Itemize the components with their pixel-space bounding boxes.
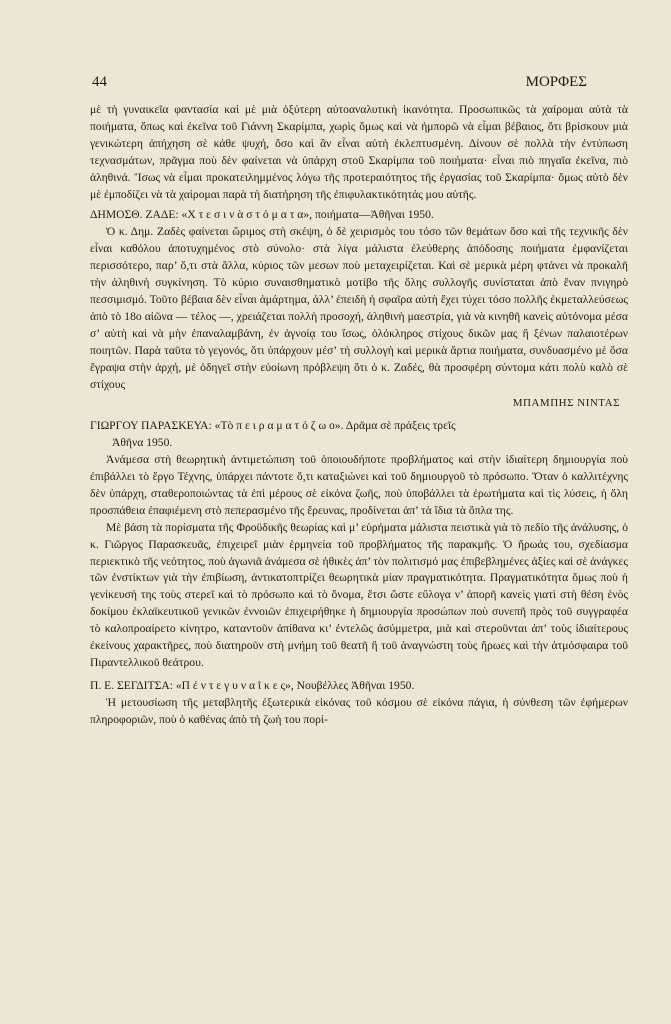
review-author: ΓΙΩΡΓΟΥ ΠΑΡΑΣΚΕΥΑ [90,419,209,433]
review-heading: Π. Ε. ΣΕΓΔΙΤΣΑ: «Π έ ν τ ε γ υ ν α ῖ κ ε ς», Νουβέλλες Ἀθῆναι 1950. [90,678,415,692]
review-place-year: Ἀθῆνα 1950. [112,436,173,450]
review-text: Ἡ μετουσίωση τῆς μεταβλητῆς ἐξωτερικὰ εἰκόνας τοῦ κόσμου σὲ εἰκόνα πάγια, ἡ σύνθεση τῶν ἐφήμερων πληροφοριῶν, ποὺ ὁ καθένας ἀπὸ τὴ ζωὴ του πορί- [90,695,628,726]
intro-paragraph: μὲ τὴ γυναικεῖα φαντασία καὶ μὲ μιὰ ὀξύτερη αὐτοαναλυτικὴ ἱκανότητα. Προσωπικῶς τὰ χαίρομαι αὐτὰ τὰ ποιήματα, ὅπως καὶ ἐκεῖνα τοῦ Γιάννη Σκαρίμπα, χωρὶς ὅμως καὶ νὰ ἠμπορῶ νὰ εἶμαι βέβαιος, ὅτι βρίσκουν μιὰ γενικώτερη ἀπήχηση σὲ κάθε ψυχή, ὅσο καὶ ἂν εἶναι αὐτὴ ἐκλεπτυσμένη. Δίνουν σὲ πολλὰ τὴν ἐντύπωση τεχνασμάτων, πρᾶγμα ποὺ δὲν φαίνεται νὰ ὑπάρχη στοῦ Σκαρίμπα τοῦ ποιήματα· εἶναι πιὸ πηγαῖα ἐκεῖνα, πιὸ ἀληθινά. Ἴσως νὰ εἶμαι προκατειλημμένος λόγω τῆς προτεραιότητος τῆς ἐργασίας τοῦ Σκαρίμπα· ὅμως αὐτὸ δὲν μὲ ἐμποδίζει νὰ τὰ χαίρομαι παρὰ τὴ διατήρηση τῆς ἐπιφυλακτικότητάς μου αὐτῆς. [90,103,628,201]
journal-title: ΜΟΡΦΕΣ [525,74,587,90]
review-details: . Δρᾶμα σὲ πράξεις τρεῖς [340,419,456,433]
review-text: Ἀνάμεσα στὴ θεωρητικὴ ἀντιμετώπιση τοῦ ὁποιουδήποτε προβλήματος καὶ στὴν ἰδιαίτερη δημιουργία ποὺ ἐπιβάλλει τὸ ἔργο Τέχνης, ὑπάρχει πάντοτε ὅ,τι καταξιώνει καὶ τοῦ δημιουργοῦ τὸ πρόσωπο. Ὅταν ὁ καλλιτέχνης δὲν ὑπάρχη, σταθεροποιώντας τὰ ἐπὶ μέρους σὲ εἰκόνα ζωῆς, ποὺ ὑποβάλλει τὰ ἐρωτήματα καὶ τὶς λύσεις, ἡ ὅλη προσπάθεια ἐπαφιέμενη στὸ πεπερασμένο τῆς ἔρευνας, προδίνεται ἀπ’ τὰ ἴδια τὰ ὅπλα της. [90,453,628,517]
review-heading: ΓΙΩΡΓΟΥ ΠΑΡΑΣΚΕΥΑ: «Τὸ π ε ι ρ α μ α τ ό ζ ω ο». Δρᾶμα σὲ πράξεις τρεῖς [90,419,456,433]
review-heading: ΔΗΜΟΣΘ. ΖΑΔΕ: «Χ τ ε σ ι ν ὰ σ τ ό μ α τ α», ποιήματα—Ἀθῆναι 1950. [90,208,434,222]
review-author: ΔΗΜΟΣΘ. ΖΑΔΕ [90,208,176,222]
page-number: 44 [92,74,107,90]
review-details: , ποιήματα—Ἀθῆναι 1950. [309,208,434,222]
review-title: «Τὸ π ε ι ρ α μ α τ ό ζ ω ο» [214,419,341,433]
review-details: , Νουβέλλες Ἀθῆναι 1950. [290,678,415,692]
review-signature: ΜΠΑΜΠΗΣ ΝΙΝΤΑΣ [512,397,620,410]
review-author: Π. Ε. ΣΕΓΔΙΤΣΑ [90,678,170,692]
review-title: «Π έ ν τ ε γ υ ν α ῖ κ ε ς» [175,678,291,692]
article-body [90,102,628,729]
review-text: Ὁ κ. Δημ. Ζαδὲς φαίνεται ὥριμος στὴ σκέψη, ὁ δὲ χειρισμὸς του τόσο τῶν θεμάτων ὅσο καὶ τῆς τεχνικῆς δὲν εἶναι καθόλου ἀποτυχημένος στὸ σύνολο· στὰ λίγα μάλιστα ἐλεύθερης ἀπόδοσης ποιήματα ἐμφανίζεται περισσότερο, παρ’ ὅ,τι στὰ ἄλλα, κύριος τῶν μεσων ποὺ μεταχειρίζεται. Καὶ σὲ μερικὰ μέρη φτάνει νὰ προκαλῆ τὴν ἀληθινὴ συγκίνηση. Τὸ κύριο συναισθηματικὸ μοτίβο τῆς ὅλης συλλογῆς συνίσταται ἀπὸ ἕναν πνιγηρὸ πεσσιμισμό. Τοῦτο βέβαια δὲν εἶναι ἁμάρτημα, ἀλλ’ ἐπειδὴ ἡ σφαῖρα αὐτὴ ἔχει τύχει τόσο πολλῆς ἐκμεταλλεύσεως ἀπὸ τὸ 18ο αἰῶνα — τέλος —, χρειάζεται πολλὴ προσοχή, ἀληθινὴ μαεστρία, γιὰ νὰ κινηθῆ κανεὶς αὐτόνομα μέσα σ’ αὐτὴ καὶ νὰ μὴν ἐπαναλαμβάνη, ἐν ἀγνοίᾳ του ἴσως, ὁλόκληρος στίχους δικῶν μας ἢ ξένων παλαιοτέρων ποιητῶν. Παρὰ ταῦτα τὸ γεγονός, ὅτι ὑπάρχουν μέσ’ τὴ συλλογὴ καὶ μερικὰ ἄρτια ποιήματα, συνδυασμένο μὲ ὅσα ἔγραψα στὴν ἀρχή, μὲ ὁδηγεῖ στὴν εὐοίωνη πρόβλεψη ὅτι ὁ κ. Ζαδές, θὰ προσφέρη σύντομα κάτι πολὺ καλὸ σὲ στίχους [90,225,628,391]
page-header [92,74,587,91]
review-text: Μὲ βάση τὰ πορίσματα τῆς Φροϋδικῆς θεωρίας καὶ μ’ εὑρήματα μάλιστα πειστικὰ γιὰ τὸ πεδίο τῆς ἀνάλυσης, ὁ κ. Γιῶργος Παρασκευᾶς, ἐπιχειρεῖ μιὰν ἑρμηνεία τοῦ προβλήματος τῆς παρακμῆς. Ὁ ἥρωάς του, σχεδίασμα περιεκτικὸ τῆς νεότητος, ποὺ ἀγωνιᾶ ἀνάμεσα σὲ ἠθικὲς ἀπ’ τὸν πολιτισμό μας ἐπιβεβλημένες ἀξίες καὶ σὲ ἀνάγκες τῶν ἐνστίκτων γιὰ τὴν ἐπιβίωση, ἀντικατοπτρίζει θεωρητικὰ μίαν πραγματικότητα. Πραγματικότητα ὅμως ποὺ ἡ γενίκευσή της τοὺς στερεῖ καὶ τὸ πρόσωπο καὶ τὸ ὄνομα, ἔτσι ὥστε εὔλογα ν’ ἀπορῆ κανεὶς γιατὶ στὴ θέση ἑνὸς δοκίμου ἐκλαϊκευτικοῦ γενικῶν ἐννοιῶν ἐπιχειρήθηκε ἡ δημιουργία προσώπων ποὺ συνεπῆ πρὸς τοῦ συγγραφέα τὸ καλοπροαίρετο κίνητρο, καταντοῦν ἀπίθανα κι’ ἐντελῶς ἀσύμμετρα, μιὰ καὶ στεροῦνται ἀπ’ τοὺς ἰδιαίτερους ἐκείνους χαρακτῆρες, ποὺ διατηροῦν στὴ μνήμη τοῦ θεατῆ ἢ τοῦ ἀναγνώστη τοὺς ἥρωες καὶ τὴν ἀτμόσφαιρα τοῦ Πιραντελλικοῦ θεάτρου. [90,520,628,669]
review-title: «Χ τ ε σ ι ν ὰ σ τ ό μ α τ α» [181,208,310,222]
